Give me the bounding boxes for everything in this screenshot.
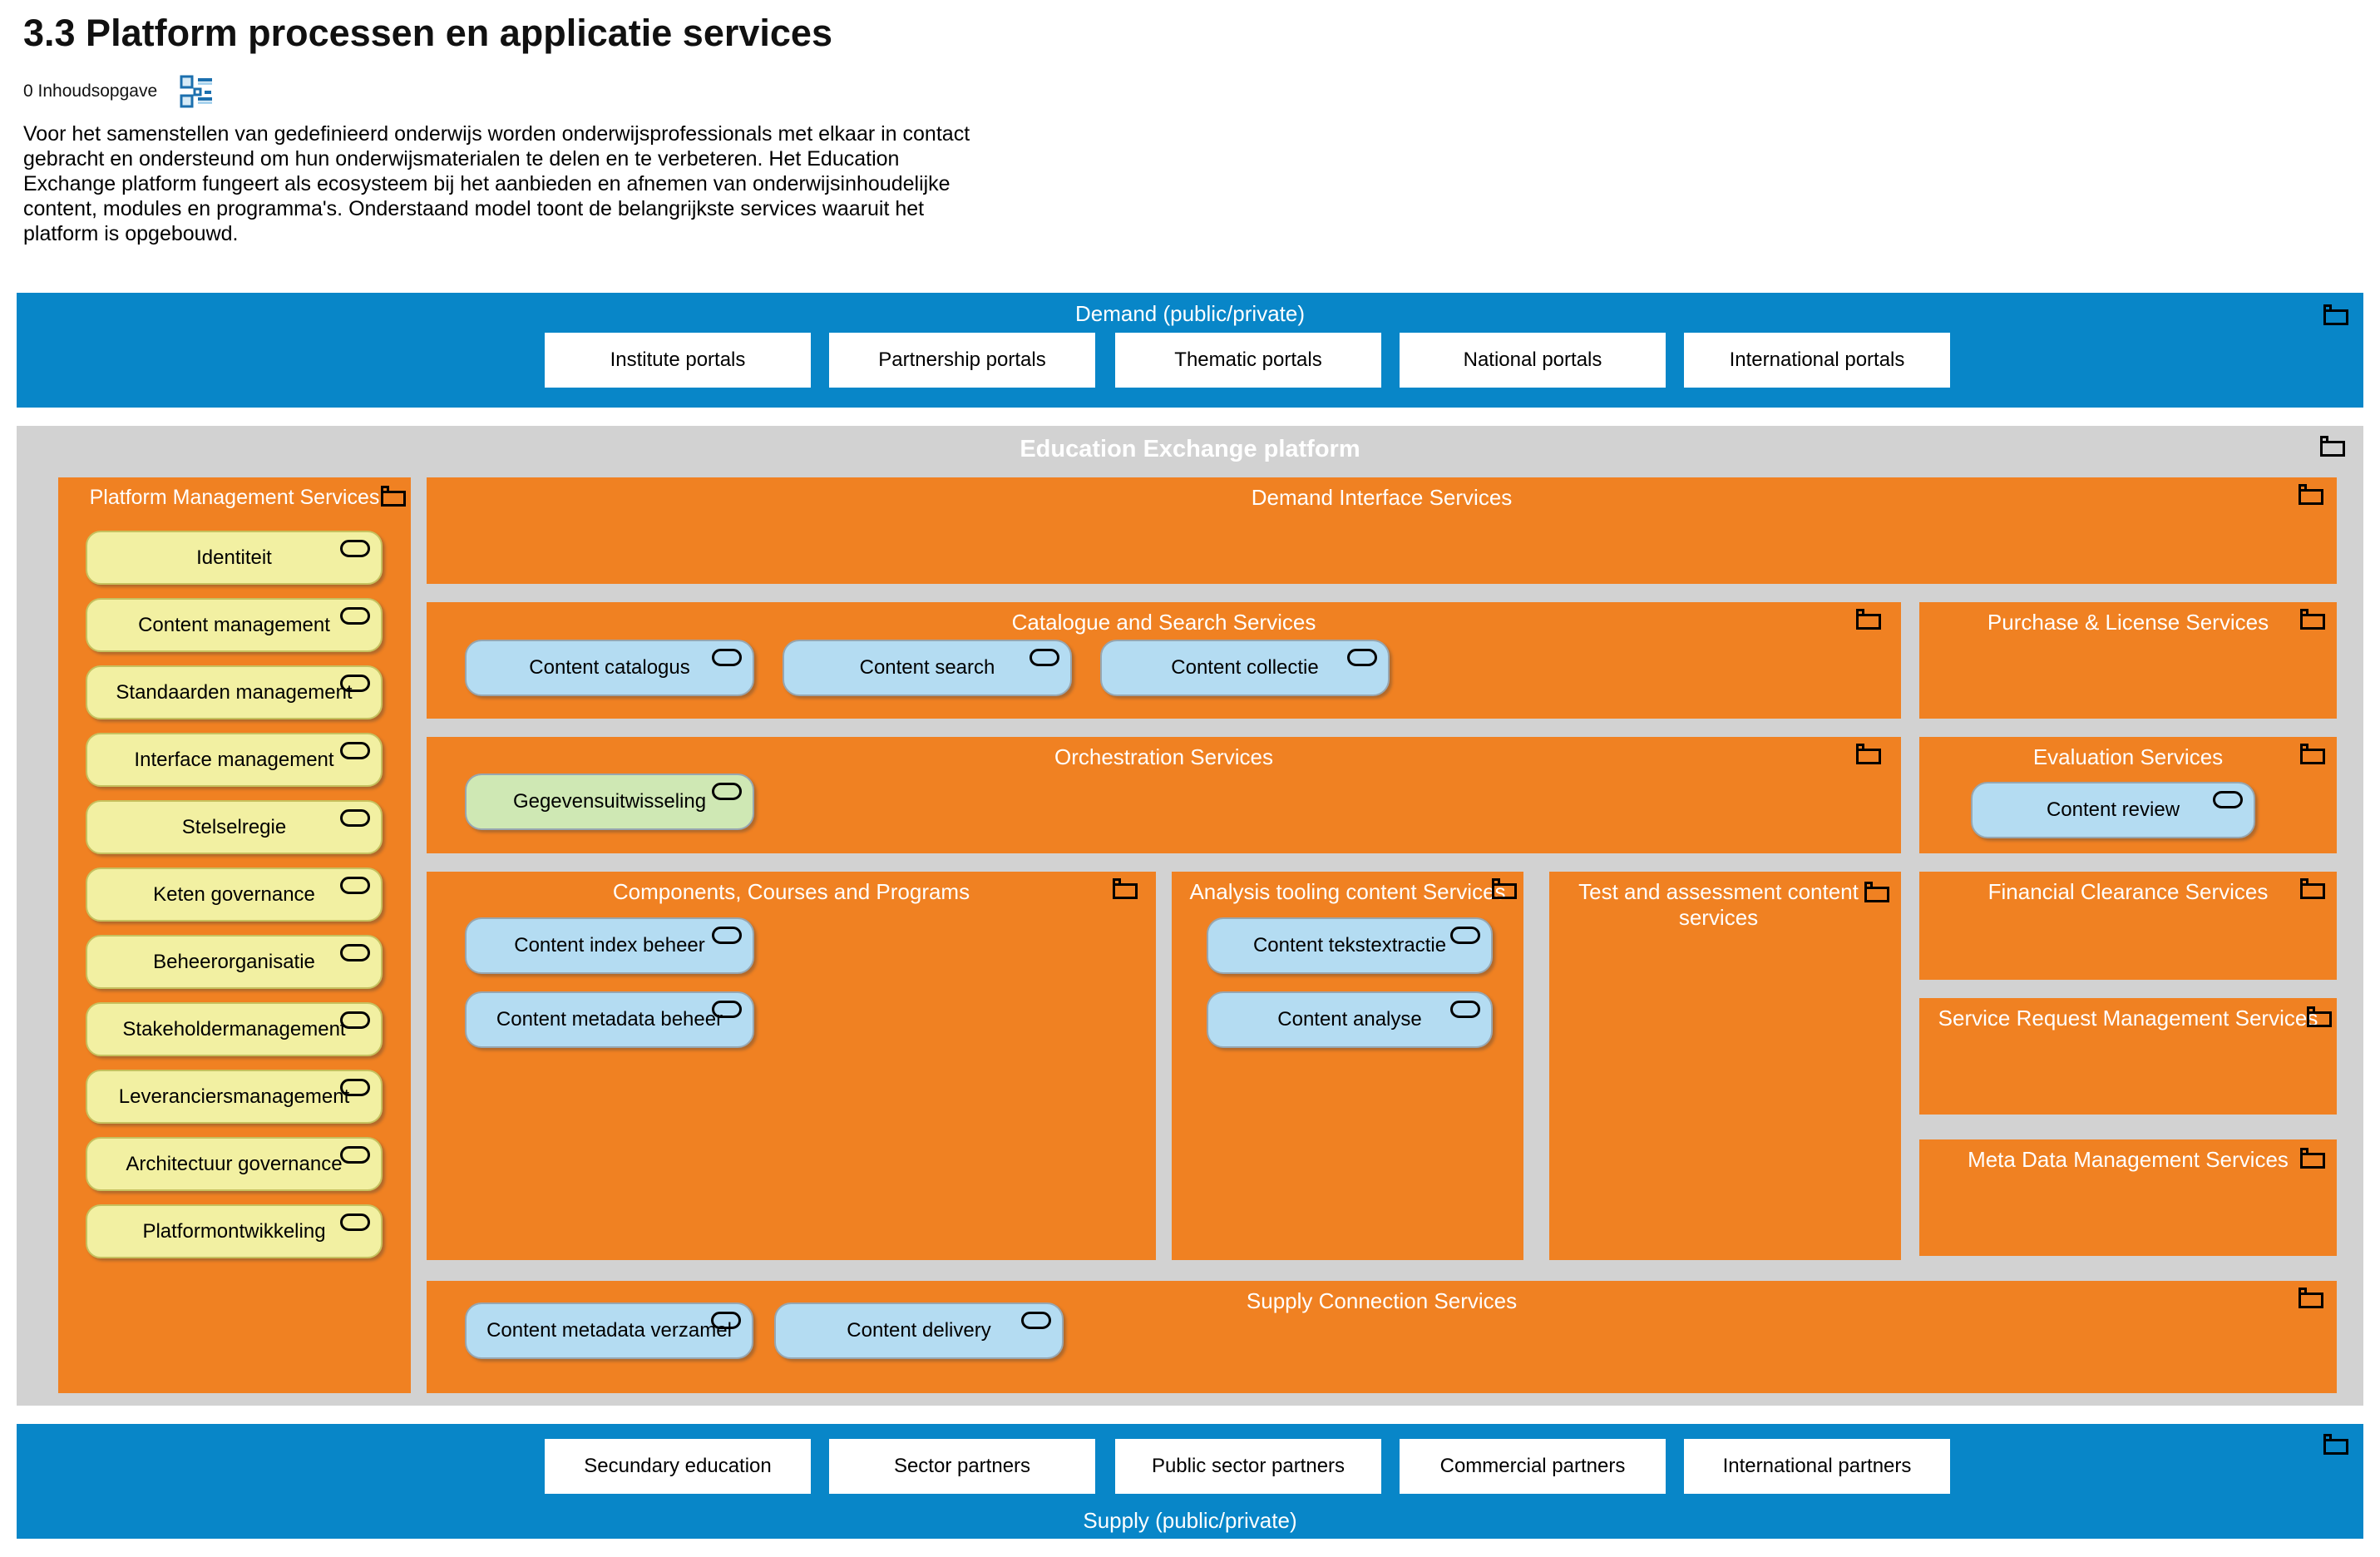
service-label: Content search	[859, 656, 995, 679]
application-service-icon	[340, 1146, 370, 1164]
service-content-collectie	[1100, 640, 1390, 696]
service-label: Content index beheer	[514, 934, 705, 956]
service-label: Gegevensuitwisseling	[512, 790, 707, 813]
service-content-analyse	[1207, 991, 1493, 1048]
section-meta-data-management-services	[1919, 1139, 2337, 1256]
service-standaarden-management	[86, 665, 383, 719]
partner-sector-partners: Sector partners	[829, 1439, 1095, 1494]
section-orchestration-services	[427, 737, 1901, 853]
section-components-courses-programs	[427, 872, 1156, 1260]
application-service-icon	[340, 1213, 370, 1231]
section-financial-clearance-services	[1919, 872, 2337, 980]
application-service-icon	[712, 927, 742, 944]
service-label: Content metadata beheer	[496, 1008, 723, 1031]
service-stelselregie	[86, 800, 383, 854]
portal-institute: Institute portals	[545, 333, 811, 388]
section-evaluation-services	[1919, 737, 2337, 853]
application-service-icon	[1450, 1001, 1480, 1018]
service-label: Stelselregie	[181, 815, 287, 838]
folder-icon	[2299, 1293, 2323, 1308]
folder-icon	[2299, 489, 2323, 505]
partner-commercial-partners: Commercial partners	[1400, 1439, 1666, 1494]
section-title: Evaluation Services	[2032, 744, 2224, 769]
application-service-icon	[340, 742, 370, 759]
partner-secundary-education: Secundary education	[545, 1439, 811, 1494]
service-content-search	[783, 640, 1072, 696]
section-title: Financial Clearance Services	[1987, 879, 2269, 904]
folder-icon	[1113, 883, 1138, 899]
folder-icon	[1856, 614, 1881, 630]
application-service-icon	[340, 607, 370, 625]
application-service-icon	[1347, 649, 1377, 666]
service-label: Standaarden management	[116, 680, 353, 704]
service-content-index-beheer	[465, 917, 754, 974]
service-leveranciersmanagement	[86, 1070, 383, 1124]
service-content-metadata-verzamel	[465, 1302, 753, 1359]
section-title: Orchestration Services	[1054, 744, 1273, 769]
section-catalogue-and-search-services	[427, 602, 1901, 719]
service-label: Content tekstextractie	[1252, 934, 1447, 956]
service-label: Interface management	[134, 748, 334, 771]
portal-national: National portals	[1400, 333, 1666, 388]
demand-zone	[17, 293, 2363, 408]
section-title: Catalogue and Search Services	[1011, 610, 1316, 635]
partner-public-sector-partners: Public sector partners	[1115, 1439, 1381, 1494]
folder-icon	[1864, 887, 1889, 902]
education-exchange-platform	[17, 426, 2363, 1406]
platform-title: Education Exchange platform	[1020, 436, 1360, 462]
service-label: Content catalogus	[529, 656, 690, 679]
application-service-icon	[340, 540, 370, 557]
service-content-review	[1971, 782, 2255, 838]
section-title: Demand Interface Services	[1251, 485, 1513, 510]
section-service-request-management-services	[1919, 998, 2337, 1115]
application-service-icon	[2213, 791, 2243, 808]
service-label: Keten governance	[153, 882, 315, 906]
toc-outline-icon[interactable]	[179, 75, 217, 108]
portal-thematic: Thematic portals	[1115, 333, 1381, 388]
section-title: Platform Management Services	[89, 486, 380, 509]
toc-label: 0 Inhoudsopgave	[23, 82, 158, 101]
service-content-management	[86, 598, 383, 652]
service-label: Content review	[2046, 798, 2180, 821]
application-service-icon	[340, 877, 370, 894]
intro-paragraph: Voor het samenstellen van gedefinieerd onderwijs worden onderwijsprofessionals met elkaar in contact gebracht en ondersteund om hun onderwijsmaterialen te delen en te verbeteren. Het Education Exchange platform fungeert als ecosysteem bij het aanbieden en afnemen van onderwijsinhoudelijke content, modules en programma's. Onderstaand model toont de belangrijkste services waaruit het platform is opgebouwd.	[23, 122, 970, 245]
service-label: Identiteit	[196, 546, 272, 569]
application-service-icon	[1021, 1312, 1051, 1329]
service-content-metadata-beheer	[465, 991, 754, 1048]
folder-icon	[381, 491, 406, 507]
portal-partnership: Partnership portals	[829, 333, 1095, 388]
service-label: Content delivery	[847, 1319, 991, 1342]
service-label: Stakeholdermanagement	[122, 1017, 346, 1040]
page-title: 3.3 Platform processen en applicatie services	[23, 12, 832, 54]
service-architectuur-governance	[86, 1137, 383, 1191]
folder-icon	[2307, 1011, 2332, 1027]
application-service-icon	[1450, 927, 1480, 944]
folder-icon	[2300, 749, 2325, 764]
application-service-icon	[712, 783, 742, 800]
section-title: Test and assessment content services	[1578, 879, 1859, 930]
section-test-assessment-content-services	[1549, 872, 1901, 1260]
section-title: Meta Data Management Services	[1968, 1147, 2289, 1172]
service-beheerorganisatie	[86, 935, 383, 989]
folder-icon	[2300, 1153, 2325, 1169]
section-purchase-license-services	[1919, 602, 2337, 719]
folder-icon	[2300, 883, 2325, 899]
supply-zone-title: Supply (public/private)	[1083, 1508, 1297, 1533]
service-label: Platformontwikkeling	[142, 1219, 326, 1243]
service-label: Content metadata verzamel	[486, 1319, 732, 1342]
folder-icon	[2323, 309, 2348, 325]
folder-icon	[2320, 441, 2345, 457]
service-content-delivery	[774, 1302, 1064, 1359]
section-analysis-tooling-content-services	[1172, 872, 1523, 1260]
application-service-icon	[711, 1312, 741, 1329]
supply-zone	[17, 1424, 2363, 1539]
section-title: Supply Connection Services	[1246, 1288, 1518, 1313]
service-label: Beheerorganisatie	[153, 950, 315, 973]
application-service-icon	[340, 809, 370, 827]
application-service-icon	[340, 1079, 370, 1096]
service-content-tekstextractie	[1207, 917, 1493, 974]
portal-international: International portals	[1684, 333, 1950, 388]
service-interface-management	[86, 733, 383, 787]
section-title: Service Request Management Services	[1938, 1006, 2318, 1031]
section-title: Components, Courses and Programs	[612, 879, 970, 904]
service-gegevensuitwisseling	[465, 774, 754, 830]
service-label: Content collectie	[1171, 656, 1319, 679]
toc-row	[23, 73, 217, 110]
demand-zone-title: Demand (public/private)	[1074, 301, 1305, 326]
folder-icon	[2300, 614, 2325, 630]
application-service-icon	[340, 675, 370, 692]
service-keten-governance	[86, 867, 383, 922]
section-demand-interface-services	[427, 477, 2337, 584]
service-platformontwikkeling	[86, 1204, 383, 1258]
service-content-catalogus	[465, 640, 754, 696]
partner-international-partners: International partners	[1684, 1439, 1950, 1494]
section-supply-connection-services	[427, 1281, 2337, 1393]
service-identiteit	[86, 531, 383, 585]
section-title: Purchase & License Services	[1987, 610, 2269, 635]
section-platform-management-services	[58, 477, 411, 1393]
application-service-icon	[712, 649, 742, 666]
service-label: Architectuur governance	[126, 1152, 343, 1175]
folder-icon	[1492, 883, 1517, 899]
application-service-icon	[340, 944, 370, 961]
application-service-icon	[1030, 649, 1059, 666]
folder-icon	[2323, 1439, 2348, 1455]
section-title: Analysis tooling content Services	[1189, 879, 1506, 904]
application-service-icon	[712, 1001, 742, 1018]
application-service-icon	[340, 1011, 370, 1029]
service-stakeholdermanagement	[86, 1002, 383, 1056]
service-label: Content analyse	[1277, 1008, 1422, 1031]
service-label: Leveranciersmanagement	[118, 1085, 350, 1108]
folder-icon	[1856, 749, 1881, 764]
service-label: Content management	[138, 613, 330, 636]
